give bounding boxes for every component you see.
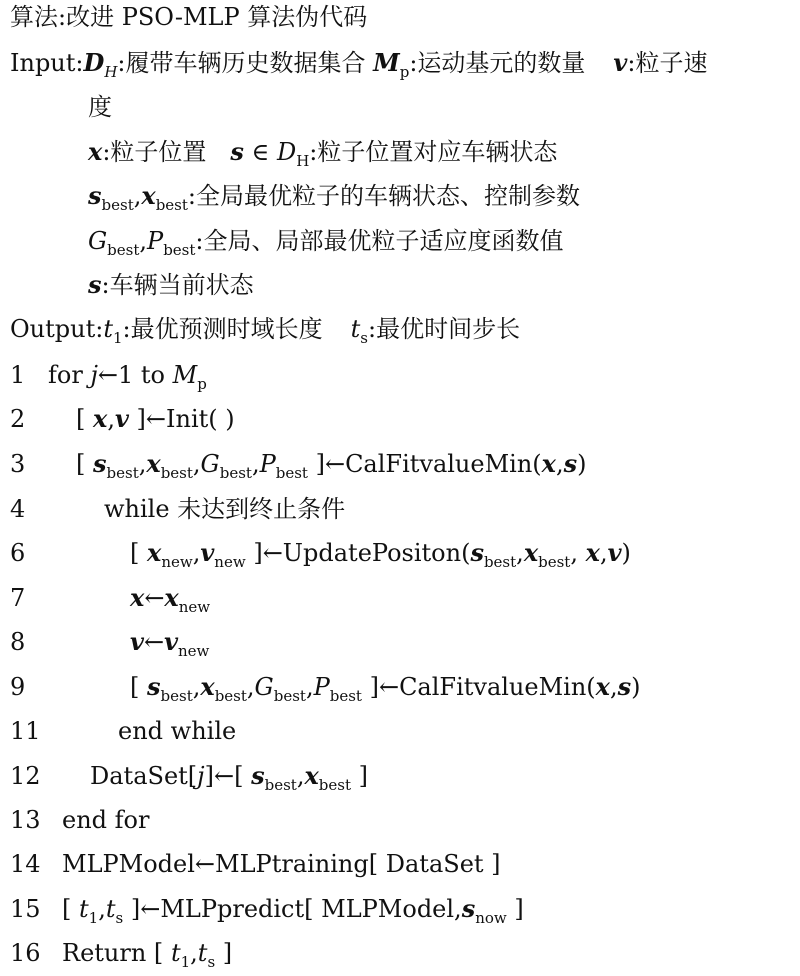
input-line-5: s:车辆当前状态 bbox=[88, 270, 254, 299]
output-line: $Output:t_1$:最优预测时域长度 $t_s$:最优时间步长 bbox=[10, 315, 521, 347]
input-line-1: $Input:D_H$:履带车辆历史数据集合 $M_p$:运动基元的数量 v:粒子速 bbox=[10, 48, 708, 81]
input-line-2: x:粒子位置 s ∈ $D_H$:粒子位置对应车辆状态 bbox=[88, 137, 558, 170]
algorithm-title: 算法:改进 PSO-MLP 算法伪代码 bbox=[10, 3, 368, 31]
input-line-3: $s_{best},x_{best}$:全局最优粒子的车辆状态、控制参数 bbox=[88, 181, 580, 214]
input-line-1-wrap: 度 bbox=[88, 93, 112, 121]
page: 算法:改进 PSO-MLP 算法伪代码 $Input:D_H$:履带车辆历史数据集合 $M_p$:运动基元的数量 v:粒子速 度 x:粒子位置 s ∈ $D_H$:粒子位置对应车辆状态 $s_{best},x_{best}$:全局最优粒子的车辆状态、控制参数 $G_{best},P_{best}$:全局、局部最优粒子适应度函数值 s:车辆当前状态 $Output:t_1$:最优预测时域长度 $t_s$:最优时间步长 1 for j←1 to $M_p$ 2 [ x,v ]←Init( ) 3 [ $s_{best},x_{best},G_{best},P_{best}$ ]←CalFitvalueMin(x,s) 4 while 未达到终止条件 6 [ $x_{new},v_{new}$ ]$\leftarrow UpdatePositon(s_{best},x_{best}$, x,v) 7 $x\leftarrow x_{new}$ 8 $v\leftarrow v_{new}$ 9 [ $s_{best},x_{best},G_{best},P_{best}$ ]←CalFitvalueMin(x,s) 11 end while 12 DataSet[j]←[ $s_{best},x_{best}$ ] 13 end for 14 MLPModel←MLPtraining[ DataSet ] 15 [ $t_1,t_s$ ]←MLPpredict[ $MLPModel,s_{now}$ ] 16 Return [ $t_1,t_s$ ] bbox=[10, 3, 708, 971]
input-line-4: $G_{best},P_{best}$:全局、局部最优粒子适应度函数值 bbox=[88, 227, 564, 259]
